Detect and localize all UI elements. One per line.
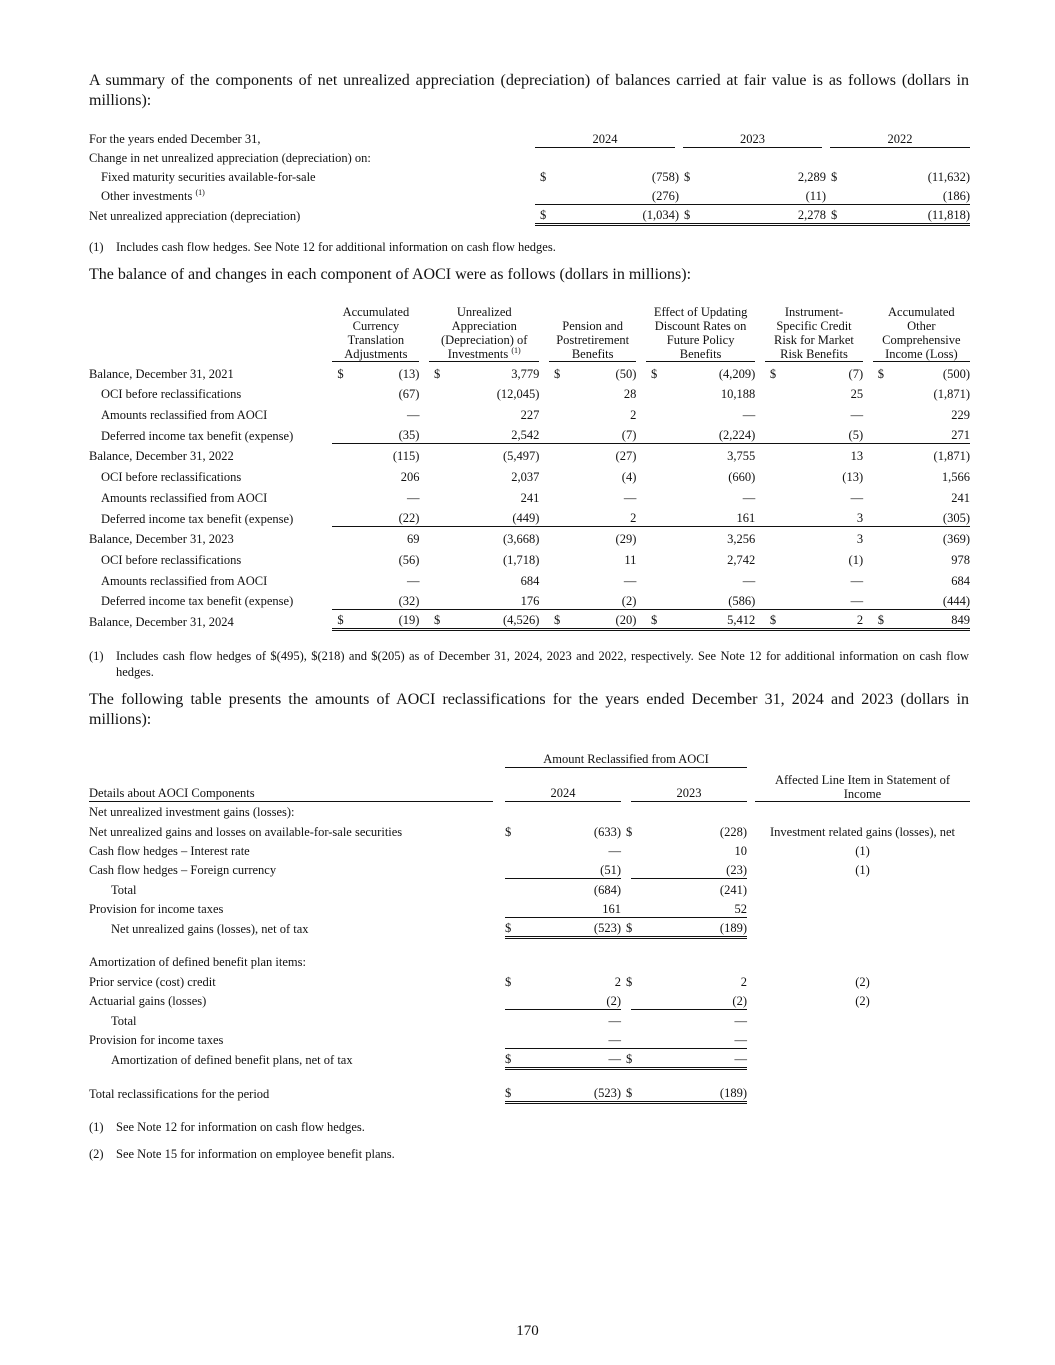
cell-value: (51) — [600, 862, 621, 877]
cell-value: — — [608, 844, 621, 858]
cell-value: 3 — [856, 511, 864, 525]
currency-symbol: $ — [505, 975, 512, 989]
footnote-3 — [89, 1119, 969, 1135]
table-row — [89, 485, 970, 506]
t1-header-label: For the years ended December 31, — [89, 132, 261, 146]
t3-affected-header: Affected Line Item in Statement of Income — [755, 767, 970, 801]
cell-value: (4) — [621, 470, 637, 485]
currency-symbol: $ — [831, 170, 838, 184]
cell-value: — — [631, 1009, 747, 1029]
footnote-marker: (1) — [511, 345, 521, 355]
cell-value: (1) — [848, 552, 864, 567]
cell-value: 2 — [630, 511, 637, 525]
aoci-reclassifications-table — [89, 748, 970, 1104]
cell-value: (276) — [651, 188, 679, 203]
cell-value: — — [623, 490, 637, 505]
cell-value: (22) — [398, 511, 420, 525]
cell-value: — — [734, 1051, 747, 1066]
cell-value: (241) — [631, 878, 747, 898]
table-row — [89, 444, 970, 465]
row-label: Net unrealized appreciation (depreciation) — [89, 209, 301, 223]
cell-value: 1,566 — [941, 470, 970, 485]
fair-value-summary-table — [89, 126, 970, 226]
row-label: Balance, December 31, 2022 — [89, 449, 234, 464]
table-row — [89, 1082, 970, 1102]
cell-value: 13 — [850, 449, 864, 464]
t1-year-2022: 2022 — [826, 126, 970, 147]
currency-symbol: $ — [831, 207, 838, 222]
row-label: Provision for income taxes — [89, 902, 224, 916]
cell-value: — — [742, 490, 756, 505]
currency-symbol: $ — [769, 366, 777, 381]
table-row — [89, 527, 970, 548]
cell-value: 52 — [734, 901, 747, 916]
currency-symbol: $ — [505, 920, 512, 935]
cell-value: — — [406, 490, 420, 505]
cell-value: (369) — [942, 532, 970, 547]
cell-value: — — [623, 573, 637, 588]
cell-value: 5,412 — [727, 613, 756, 628]
cell-value: (27) — [615, 449, 637, 464]
cell-value: (2,224) — [718, 428, 756, 443]
row-label: Amounts reclassified from AOCI — [101, 490, 268, 505]
footnote-text: Includes cash flow hedges of $(495), $(218) and $(205) as of December 31, 2024, 2023 and 2022, respectively. See Note 12 for additional information on cash flow hedges. — [116, 649, 969, 679]
currency-symbol: $ — [505, 825, 512, 839]
table-row — [89, 204, 970, 224]
cell-value: 684 — [520, 573, 540, 588]
affected-line-item: Investment related gains (losses), net — [769, 825, 956, 839]
row-label: Actuarial gains (losses) — [89, 994, 207, 1008]
cell-value: 2 — [614, 975, 621, 989]
cell-value: 241 — [520, 490, 540, 505]
table-row — [89, 166, 970, 185]
currency-symbol: $ — [679, 204, 781, 224]
footnote-text: See Note 15 for information on employee benefit plans. — [116, 1147, 395, 1161]
table-row — [89, 970, 970, 990]
cell-value: (115) — [392, 449, 420, 464]
cell-value: (2) — [606, 993, 621, 1008]
cell-value: (13) — [398, 366, 420, 381]
row-label: Total — [111, 883, 137, 897]
cell-value: (11) — [805, 188, 826, 203]
currency-symbol: $ — [434, 366, 441, 381]
cell-value: 3 — [856, 532, 864, 547]
cell-value: — — [608, 1032, 621, 1047]
aoci-components-table — [89, 303, 970, 631]
cell-value: 229 — [951, 408, 970, 423]
row-label: Net unrealized gains (losses), net of tax — [111, 922, 309, 936]
table-row — [89, 990, 970, 1009]
t3-year-2023: 2023 — [631, 767, 747, 801]
footnote-text: See Note 12 for information on cash flow hedges. — [116, 1120, 365, 1134]
currency-symbol: $ — [626, 825, 633, 839]
footnote-1 — [89, 239, 969, 255]
cell-value: — — [850, 573, 864, 588]
row-label: Amounts reclassified from AOCI — [101, 573, 268, 588]
cell-value: 227 — [520, 408, 540, 423]
cell-value: 69 — [406, 532, 420, 547]
currency-symbol: $ — [684, 170, 691, 184]
table-row — [89, 917, 970, 937]
cell-value: 25 — [850, 387, 864, 402]
table-row — [89, 820, 970, 840]
footnote-text: Includes cash flow hedges. See Note 12 for additional information on cash flow hedges. — [116, 240, 556, 254]
cell-value: 684 — [951, 573, 970, 588]
cell-value: 3,779 — [511, 366, 540, 381]
t1-section-label: Change in net unrealized appreciation (depreciation) on: — [89, 151, 371, 165]
col-header-aoci: Accumulated Other Comprehensive Income (Loss) — [873, 303, 970, 361]
cell-value: 2 — [740, 975, 747, 989]
cell-value: (189) — [719, 920, 747, 935]
col-header-text: Unrealized Appreciation (Depreciation) of Investments — [441, 304, 528, 361]
cell-value: 2 — [630, 408, 637, 423]
currency-symbol: $ — [650, 366, 658, 381]
row-label: Cash flow hedges – Foreign currency — [89, 863, 277, 877]
cell-value: (5) — [848, 428, 864, 443]
currency-symbol: $ — [337, 613, 344, 628]
cell-value: — — [608, 1051, 621, 1066]
currency-symbol: $ — [626, 1085, 633, 1100]
cell-value: (1,871) — [933, 449, 970, 464]
cell-value: (7) — [848, 366, 864, 381]
table-row — [89, 464, 970, 485]
intro-paragraph-1: A summary of the components of net unrealized appreciation (depreciation) of balances carried at fair value is as follows (dollars in millions): — [89, 72, 969, 109]
cell-value: 161 — [736, 511, 756, 525]
table-row — [89, 402, 970, 423]
col-header-credit-risk: Instrument-Specific Credit Risk for Market Risk Benefits — [765, 303, 863, 361]
table-row — [89, 1009, 970, 1029]
cell-value: (500) — [942, 366, 970, 381]
row-label: Fixed maturity securities available-for-sale — [101, 170, 316, 184]
currency-symbol: $ — [769, 613, 777, 628]
page-number: 170 — [516, 1323, 539, 1339]
intro-paragraph-3: The following table presents the amounts of AOCI reclassifications for the years ended December 31, 2024 and 2023 (dollars in millions): — [89, 691, 969, 728]
cell-value: (1,871) — [933, 387, 970, 402]
cell-value: (586) — [728, 593, 756, 608]
cell-value: (20) — [615, 613, 637, 628]
cell-value: (660) — [728, 470, 756, 485]
currency-symbol: $ — [540, 170, 547, 184]
cell-value: (449) — [512, 511, 540, 525]
cell-value: (444) — [942, 593, 970, 608]
cell-value: (2) — [621, 593, 637, 608]
currency-symbol: $ — [877, 366, 884, 381]
cell-value: 2,289 — [797, 170, 826, 184]
currency-symbol: $ — [505, 1051, 512, 1066]
cell-value: (684) — [505, 878, 621, 898]
row-label: Deferred income tax benefit (expense) — [101, 511, 294, 526]
table-row — [89, 1048, 970, 1068]
cell-value: (7) — [621, 428, 637, 443]
footnote-number: (1) — [89, 240, 104, 254]
cell-value: — — [505, 1009, 621, 1029]
cell-value: (1,718) — [502, 552, 540, 567]
cell-value: (3,668) — [502, 532, 540, 547]
t3-label-header: Details about AOCI Components — [89, 767, 493, 801]
cell-value: 271 — [951, 428, 970, 443]
table-row — [89, 859, 970, 878]
cell-value: (4,526) — [502, 613, 540, 628]
cell-value: (523) — [593, 1085, 621, 1100]
table-row — [89, 898, 970, 917]
row-label: OCI before reclassifications — [101, 470, 242, 485]
cell-value: (228) — [719, 825, 747, 839]
footnote-number: (1) — [89, 649, 104, 663]
t1-year-2024: 2024 — [535, 126, 679, 147]
cell-value: 206 — [400, 470, 420, 485]
currency-symbol: $ — [877, 613, 884, 628]
cell-value: 176 — [520, 593, 540, 608]
currency-symbol: $ — [337, 366, 344, 381]
currency-symbol: $ — [650, 613, 658, 628]
cell-value: 28 — [623, 387, 637, 402]
cell-value: (633) — [593, 825, 621, 839]
cell-value: 10,188 — [720, 387, 756, 402]
currency-symbol: $ — [626, 920, 633, 935]
row-label: Total reclassifications for the period — [89, 1087, 270, 1101]
cell-value: (5,497) — [502, 449, 540, 464]
cell-value: (11,632) — [927, 170, 970, 184]
table-row — [89, 589, 970, 610]
table-row — [89, 840, 970, 859]
row-label: Cash flow hedges – Interest rate — [89, 844, 250, 858]
row-label: Deferred income tax benefit (expense) — [101, 594, 294, 609]
cell-value: (32) — [398, 593, 420, 608]
t3-section-2: Amortization of defined benefit plan items: — [89, 955, 306, 969]
row-label: Total — [111, 1014, 137, 1028]
currency-symbol: $ — [505, 1085, 512, 1100]
cell-value: 11 — [624, 552, 637, 567]
cell-value: 2,742 — [727, 552, 756, 567]
row-label: Amortization of defined benefit plans, net of tax — [111, 1053, 353, 1067]
cell-value: — — [742, 408, 756, 423]
table-row — [89, 547, 970, 568]
affected-line-item: (2) — [855, 975, 870, 989]
cell-value: (4,209) — [718, 366, 756, 381]
cell-value: (305) — [942, 511, 970, 525]
row-label: Net unrealized gains and losses on available-for-sale securities — [89, 825, 403, 839]
currency-symbol: $ — [535, 204, 635, 224]
cell-value: — — [742, 573, 756, 588]
table-row — [89, 878, 970, 898]
row-label: Deferred income tax benefit (expense) — [101, 428, 294, 443]
cell-value: 2,278 — [781, 204, 826, 224]
currency-symbol: $ — [554, 613, 561, 628]
row-label: Balance, December 31, 2024 — [89, 614, 234, 629]
row-label: Prior service (cost) credit — [89, 975, 216, 989]
table-row — [89, 361, 970, 382]
table-row — [89, 609, 970, 630]
table-row — [89, 568, 970, 589]
cell-value: (758) — [651, 170, 679, 184]
cell-value: — — [850, 490, 864, 505]
table-row — [89, 423, 970, 444]
footnote-number: (1) — [89, 1120, 104, 1134]
table-row — [89, 382, 970, 403]
cell-value: (523) — [593, 920, 621, 935]
t3-section-1: Net unrealized investment gains (losses): — [89, 805, 295, 819]
cell-value: — — [734, 1032, 747, 1047]
intro-paragraph-2: The balance of and changes in each component of AOCI were as follows (dollars in millions): — [89, 266, 692, 283]
cell-value: 2,542 — [511, 428, 540, 443]
cell-value: — — [850, 408, 864, 423]
cell-value: — — [406, 573, 420, 588]
footnote-4 — [89, 1146, 969, 1162]
cell-value: — — [406, 408, 420, 423]
cell-value: 10 — [734, 844, 747, 858]
row-label: Other investments — [101, 189, 193, 203]
row-label: Amounts reclassified from AOCI — [101, 408, 268, 423]
col-header-pension: Pension and Postretirement Benefits — [549, 303, 636, 361]
cell-value: (67) — [398, 387, 420, 402]
cell-value: (35) — [398, 428, 420, 443]
cell-value: 241 — [951, 490, 970, 505]
cell-value: (2) — [732, 993, 747, 1008]
cell-value: (19) — [398, 613, 420, 628]
row-label: Balance, December 31, 2021 — [89, 366, 234, 381]
cell-value: (186) — [942, 188, 970, 203]
cell-value: (50) — [615, 366, 637, 381]
affected-line-item: (2) — [855, 994, 870, 1008]
cell-value: (1,034) — [635, 204, 679, 224]
affected-line-item: (1) — [855, 844, 870, 858]
cell-value: — — [850, 593, 864, 608]
cell-value: 978 — [951, 552, 970, 567]
row-label: Balance, December 31, 2023 — [89, 532, 234, 547]
cell-value: (11,818) — [927, 207, 970, 222]
row-label: Provision for income taxes — [89, 1033, 224, 1047]
footnote-number: (2) — [89, 1147, 104, 1161]
t1-year-2023: 2023 — [679, 126, 826, 147]
currency-symbol: $ — [554, 366, 561, 381]
col-header-currency-translation: Accumulated Currency Translation Adjustments — [332, 303, 419, 361]
cell-value: 3,256 — [727, 532, 756, 547]
table-row — [89, 506, 970, 527]
cell-value: 161 — [602, 901, 621, 916]
currency-symbol: $ — [626, 1051, 633, 1066]
cell-value: 3,755 — [727, 449, 756, 464]
cell-value: (189) — [719, 1085, 747, 1100]
cell-value: 849 — [951, 613, 970, 628]
col-header-unrealized-appreciation — [429, 303, 539, 361]
row-label: OCI before reclassifications — [101, 552, 242, 567]
currency-symbol: $ — [434, 613, 441, 628]
table-row — [89, 185, 970, 204]
cell-value: (13) — [842, 470, 864, 485]
currency-symbol: $ — [626, 975, 633, 989]
col-header-discount-rates: Effect of Updating Discount Rates on Future Policy Benefits — [646, 303, 755, 361]
affected-line-item: (1) — [855, 863, 870, 877]
row-label: OCI before reclassifications — [101, 387, 242, 402]
cell-value: (56) — [398, 552, 420, 567]
cell-value: 2,037 — [511, 470, 540, 485]
cell-value: 2 — [856, 613, 864, 628]
cell-value: (23) — [726, 862, 747, 877]
footnote-2 — [89, 648, 969, 680]
t3-year-2024: 2024 — [505, 767, 621, 801]
cell-value: (29) — [615, 532, 637, 547]
t3-group-header: Amount Reclassified from AOCI — [505, 748, 747, 767]
footnote-marker: (1) — [195, 187, 205, 197]
cell-value: (12,045) — [496, 387, 540, 402]
table-row — [89, 1029, 970, 1048]
